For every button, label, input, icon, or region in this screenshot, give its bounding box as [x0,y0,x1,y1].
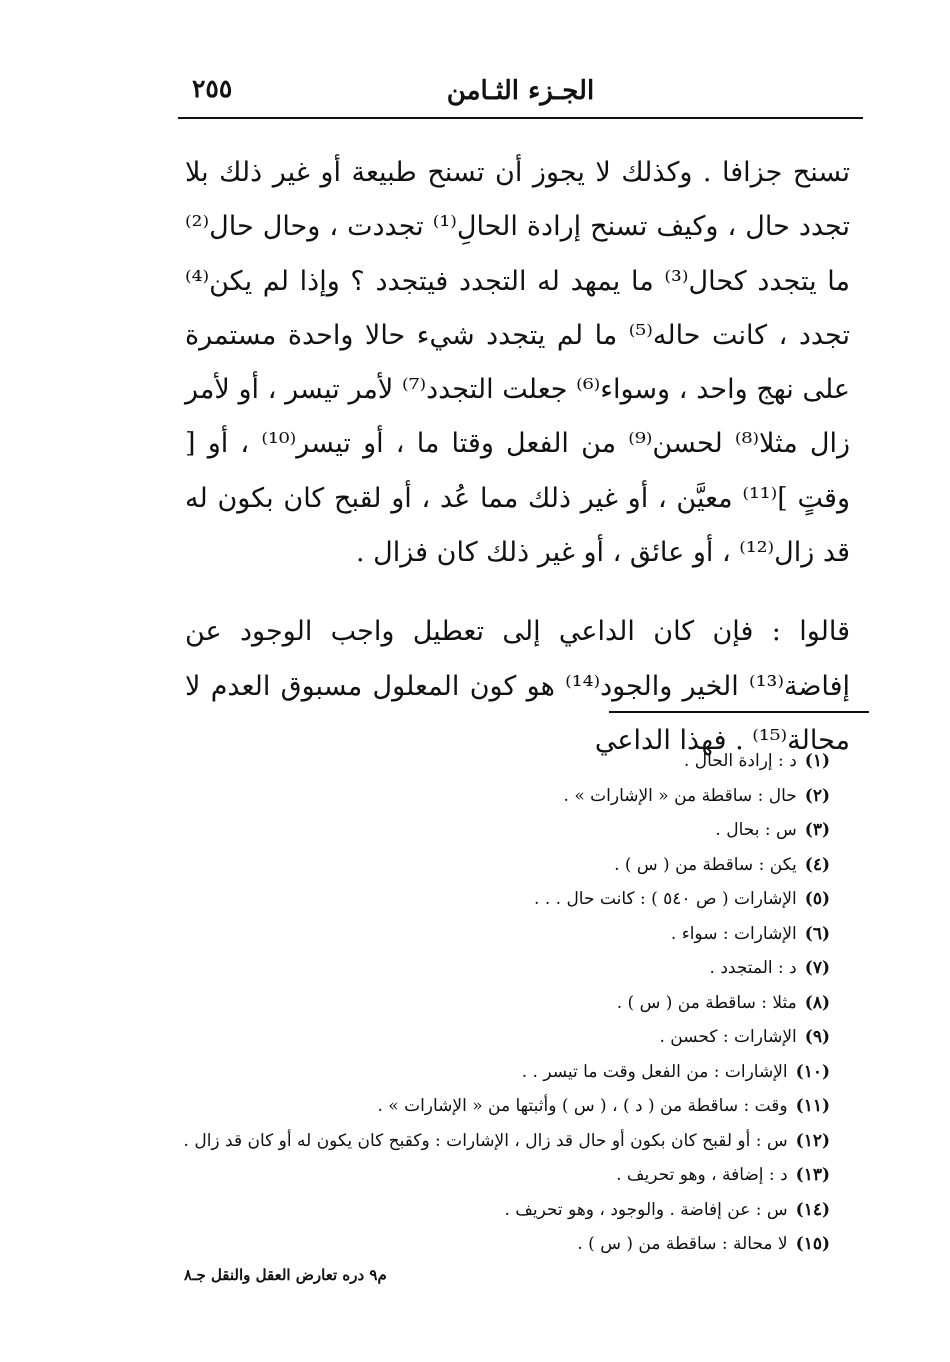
footnote-text: حال : ساقطة من « الإشارات » . [563,785,797,806]
footnote-text: الإشارات ( ص ٥٤٠ ) : كانت حال . . . [534,889,797,909]
body-text [185,146,850,768]
footnote-number: (٦) [804,923,830,944]
footnote-text: الإشارات : كحسن . [659,1027,797,1047]
footnote-number: (١٤) [795,1199,830,1220]
footnote-item [160,986,830,1021]
footnote-item [160,813,830,848]
page-number: ٢٥٥ [192,74,233,103]
footnote-item [160,1055,830,1090]
footnote-number: (١٢) [795,1130,830,1151]
footnote-number: (٧) [804,958,830,978]
footnote-item [160,1227,830,1262]
footnote-number: (٢) [804,785,830,806]
footnote-text: د : المتجدد . [709,958,797,978]
footnote-number: (١٠) [795,1061,830,1082]
footnote-number: (١) [804,751,830,771]
footnote-text: يكن : ساقطة من ( س ) . [614,854,797,875]
footnote-text: س : بحال . [715,820,797,840]
footnote-item [160,848,830,883]
footnote-item [160,779,830,814]
printer-signature: م٩ دره تعارض العقل والنقل جـ٨ [184,1266,387,1284]
body-paragraph-2: قالوا : فإن كان الداعي إلى تعطيل واجب الوجود عن إفاضة⁽¹³⁾ الخير والجود⁽¹⁴⁾ هو كون المعلول مسبوق العدم لا محالة⁽¹⁵⁾ . فهذا الداعي [185,616,851,756]
footnote-item [160,882,830,917]
footnote-item [160,1089,830,1124]
footnote-item [160,744,830,779]
footnote-item [160,1193,830,1228]
footnote-item [160,951,830,986]
footnote-number: (٤) [804,854,830,875]
footnote-text: الإشارات : من الفعل وقت ما تيسر . . [521,1061,788,1082]
footnote-text: س : عن إفاضة . والوجود ، وهو تحريف . [504,1199,788,1220]
footnote-item [160,1124,830,1159]
footnote-item [160,1020,830,1055]
footnote-text: لا محالة : ساقطة من ( س ) . [577,1234,788,1254]
footnote-item [160,917,830,952]
footnote-number: (١٥) [795,1234,830,1254]
body-paragraph-1: تسنح جزافا . وكذلك لا يجوز أن تسنح طبيعة أو غير ذلك بلا تجدد حال ، وكيف تسنح إرادة الحالِ⁽¹⁾ تجددت ، وحال حال⁽²⁾ ما يتجدد كحال⁽³⁾ ما يمهد له التجدد فيتجدد ؟ وإذا لم يكن⁽⁴⁾ تجدد ، كانت حاله⁽⁵⁾ ما لم يتجدد شيء حالا واحدة مستمرة على نهج واحد ، وسواء⁽⁶⁾ جعلت التجدد⁽⁷⁾ لأمر تيسر ، أو لأمر زال مثلا⁽⁸⁾ لحسن⁽⁹⁾ من الفعل وقتا ما ، أو تيسر⁽¹⁰⁾ ، أو [ وقتٍ ]⁽¹¹⁾ معيَّن ، أو غير ذلك مما عُد ، أو لقبح كان بكون له قد زال⁽¹²⁾ ، أو عائق ، أو غير ذلك كان فزال . [185,157,851,569]
footnote-text: د : إرادة الحال . [683,751,797,771]
footnote-text: مثلا : ساقطة من ( س ) . [616,992,797,1013]
footnote-number: (٨) [804,992,830,1013]
footnote-text: الإشارات : سواء . [670,923,797,944]
footnote-separator [609,711,869,713]
running-title: الجـزء الثـامن [446,76,595,106]
footnote-text: د : إضافة ، وهو تحريف . [616,1165,788,1185]
footnote-number: (١١) [795,1096,830,1116]
footnote-text: س : أو لقبح كان بكون أو حال قد زال ، الإشارات : وكقبح كان يكون له أو كان قد زال . [183,1130,788,1151]
footnote-number: (٣) [804,820,830,840]
footnotes-list [160,744,830,1262]
footnote-number: (١٣) [795,1165,830,1185]
footnote-number: (٥) [804,889,830,909]
header-rule [178,117,863,119]
footnote-text: وقت : ساقطة من ( د ) ، ( س ) وأثبتها من « الإشارات » . [377,1096,788,1116]
page-header [178,68,863,118]
footnote-item [160,1158,830,1193]
footnote-number: (٩) [804,1027,830,1047]
